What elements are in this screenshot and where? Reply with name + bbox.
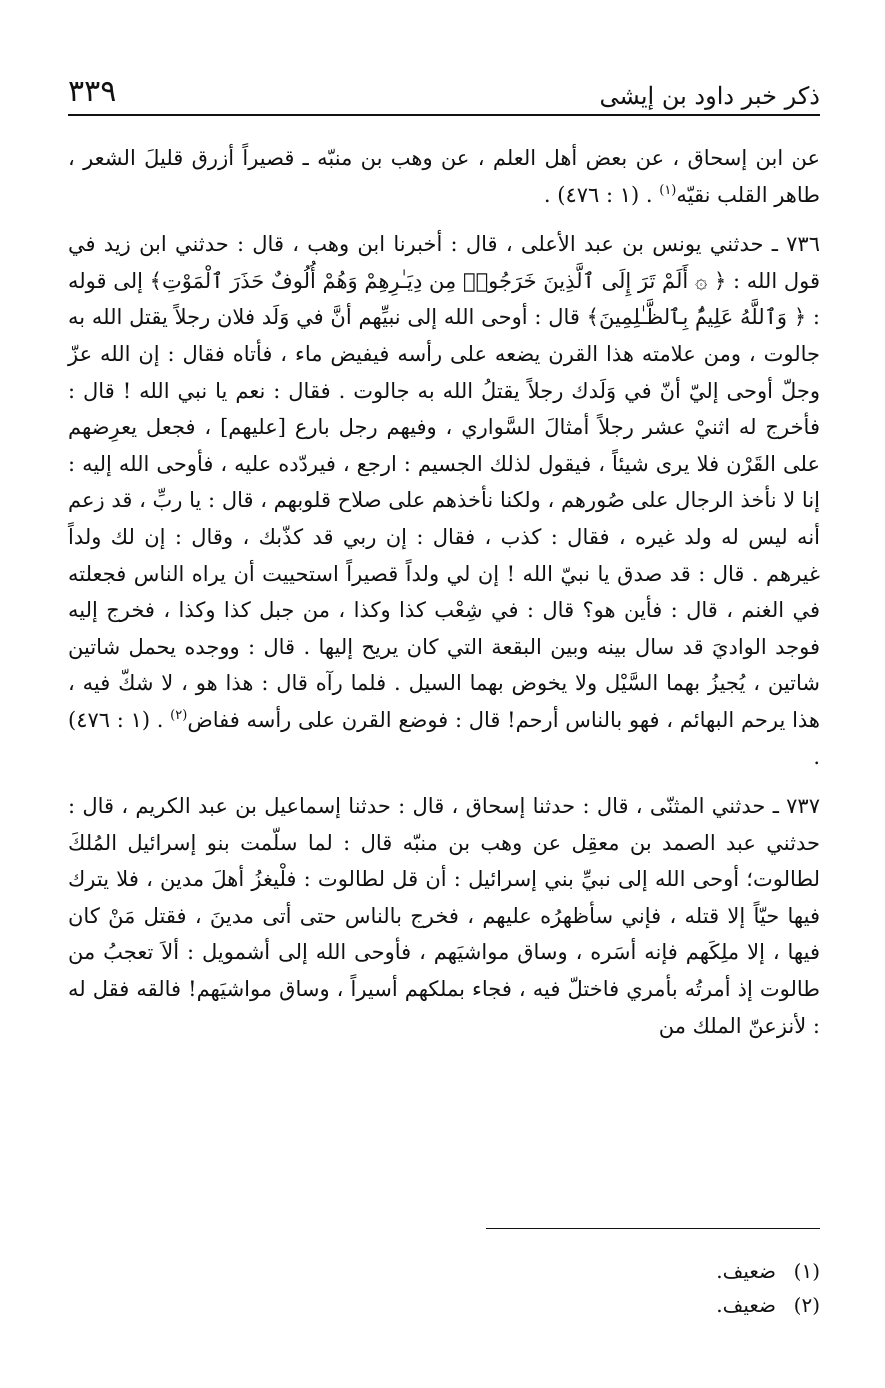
footnote-number: (٢) xyxy=(793,1293,820,1317)
page-header xyxy=(68,68,820,116)
body-text xyxy=(68,140,820,1057)
footnote-2 xyxy=(68,1288,820,1322)
footnote-text: ضعيف. xyxy=(716,1259,776,1283)
narration-737: ٧٣٧ ـ حدثني المثنّى ، قال : حدثنا إسحاق ، قال : حدثنا إسماعيل بن عبد الكريم ، قال : حدثني عبد الصمد بن معقِل عن وهب بن منبّه قال : لما سلّمت بنو إسرائيل المُلكَ لطالوت؛ أوحى الله إلى نبيِّ بني إسرائيل : أن قل لطالوت : فلْيغزُ أهلَ مدين ، فلا يترك فيها حيّاً إلا قتله ، فإني سأظهرُه عليهم ، فخرج بالناس حتى أتى مدينَ ، فقتل مَنْ كان فيها ، إلا ملِكَهم فإنه أسَره ، وساق مواشيَهم ، فأوحى الله إلى أشمويل : ألاَ تعجبُ من طالوت إذ أمرتُه بأمري فاختلّ فيه ، فجاء بملكهم أسيراً ، وساق مواشيَهم! فالقه فقل له : لأنزعنّ الملك من xyxy=(68,794,821,1038)
page-number: ٣٣٩ xyxy=(68,74,117,109)
footnote-divider xyxy=(486,1228,820,1229)
paragraph-reference: . (١ : ٤٧٦) . xyxy=(68,707,820,769)
footnote-number: (١) xyxy=(793,1259,820,1283)
footnotes xyxy=(68,1254,820,1322)
paragraph-reference: . (١ : ٤٧٦) . xyxy=(543,182,660,207)
paragraph-text: ٧٣٦ ـ حدثني يونس بن عبد الأعلى ، قال : أخبرنا ابن وهب ، قال : حدثني ابن زيد في قول الله : ﴿ ۞ أَلَمْ تَرَ إِلَى ٱلَّذِينَ خَرَجُوا۟ مِن دِيَـٰرِهِمْ وَهُمْ أُلُوفٌ حَذَرَ ٱلْمَوْتِ﴾ إلى قوله : ﴿ وَٱللَّهُ عَلِيمٌۢ بِٱلظَّـٰلِمِينَ﴾ قال : أوحى الله إلى نبيِّهم أنَّ في وَلَد فلان رجلاً يقتل الله به جالوت ، ومن علامته هذا القرن يضعه على رأسه فيفيض ماء ، فأتاه فقال : إن الله عزّ وجلّ أوحى إليّ أنّ في وَلَدك رجلاً يقتلُ الله به جالوت . فقال : نعم يا نبي الله ! قال : فأخرج له اثنيْ عشر رجلاً أمثالَ السَّواري ، وفيهم رجل بارع [عليهم] ، فجعل يعرِضهم على القَرْن فلا يرى شيئاً ، فيقول لذلك الجسيم : ارجع ، فيردّده عليه ، فأوحى الله إليه : إنا لا نأخذ الرجال على صُورهم ، ولكنا نأخذهم على صلاح قلوبهم ، قال : يا ربِّ ، قد زعم أنه ليس له ولد غيره ، فقال : كذب ، فقال : إن ربي قد كذّبك ، وقال : إن لك ولداً غيرهم . قال : قد صدق يا نبيّ الله ! إن لي ولداً قصيراً استحييت أن يراه الناس فجعلته في الغنم ، قال : فأين هو؟ قال : في شِعْب كذا وكذا ، من جبل كذا وكذا ، فخرج إليه فوجد الواديَ قد سال بينه وبين البقعة التي كان يريح إليها . قال : ووجده يحمل شاتين شاتين ، يُجيزُ بهما السَّيْل ولا يخوض بهما السيل . فلما رآه قال : هذا هو ، لا شكّ فيه ، هذا يرحم البهائم ، فهو بالناس أرحم! قال : فوضع القرن على رأسه ففاض xyxy=(68,232,821,732)
paragraph-text: عن ابن إسحاق ، عن بعض أهل العلم ، عن وهب بن منبّه ـ قصيراً أزرق قليلَ الشعر ، طاهر القلب نقيّه xyxy=(68,146,820,207)
footnote-1 xyxy=(68,1254,820,1288)
narration-736 xyxy=(68,226,820,775)
footnote-text: ضعيف. xyxy=(716,1293,776,1317)
running-head: ذكر خبر داود بن إيشى xyxy=(599,82,820,110)
footnote-marker: (٢) xyxy=(170,707,188,723)
footnote-marker: (١) xyxy=(659,182,677,198)
paragraph-continued xyxy=(68,140,820,213)
